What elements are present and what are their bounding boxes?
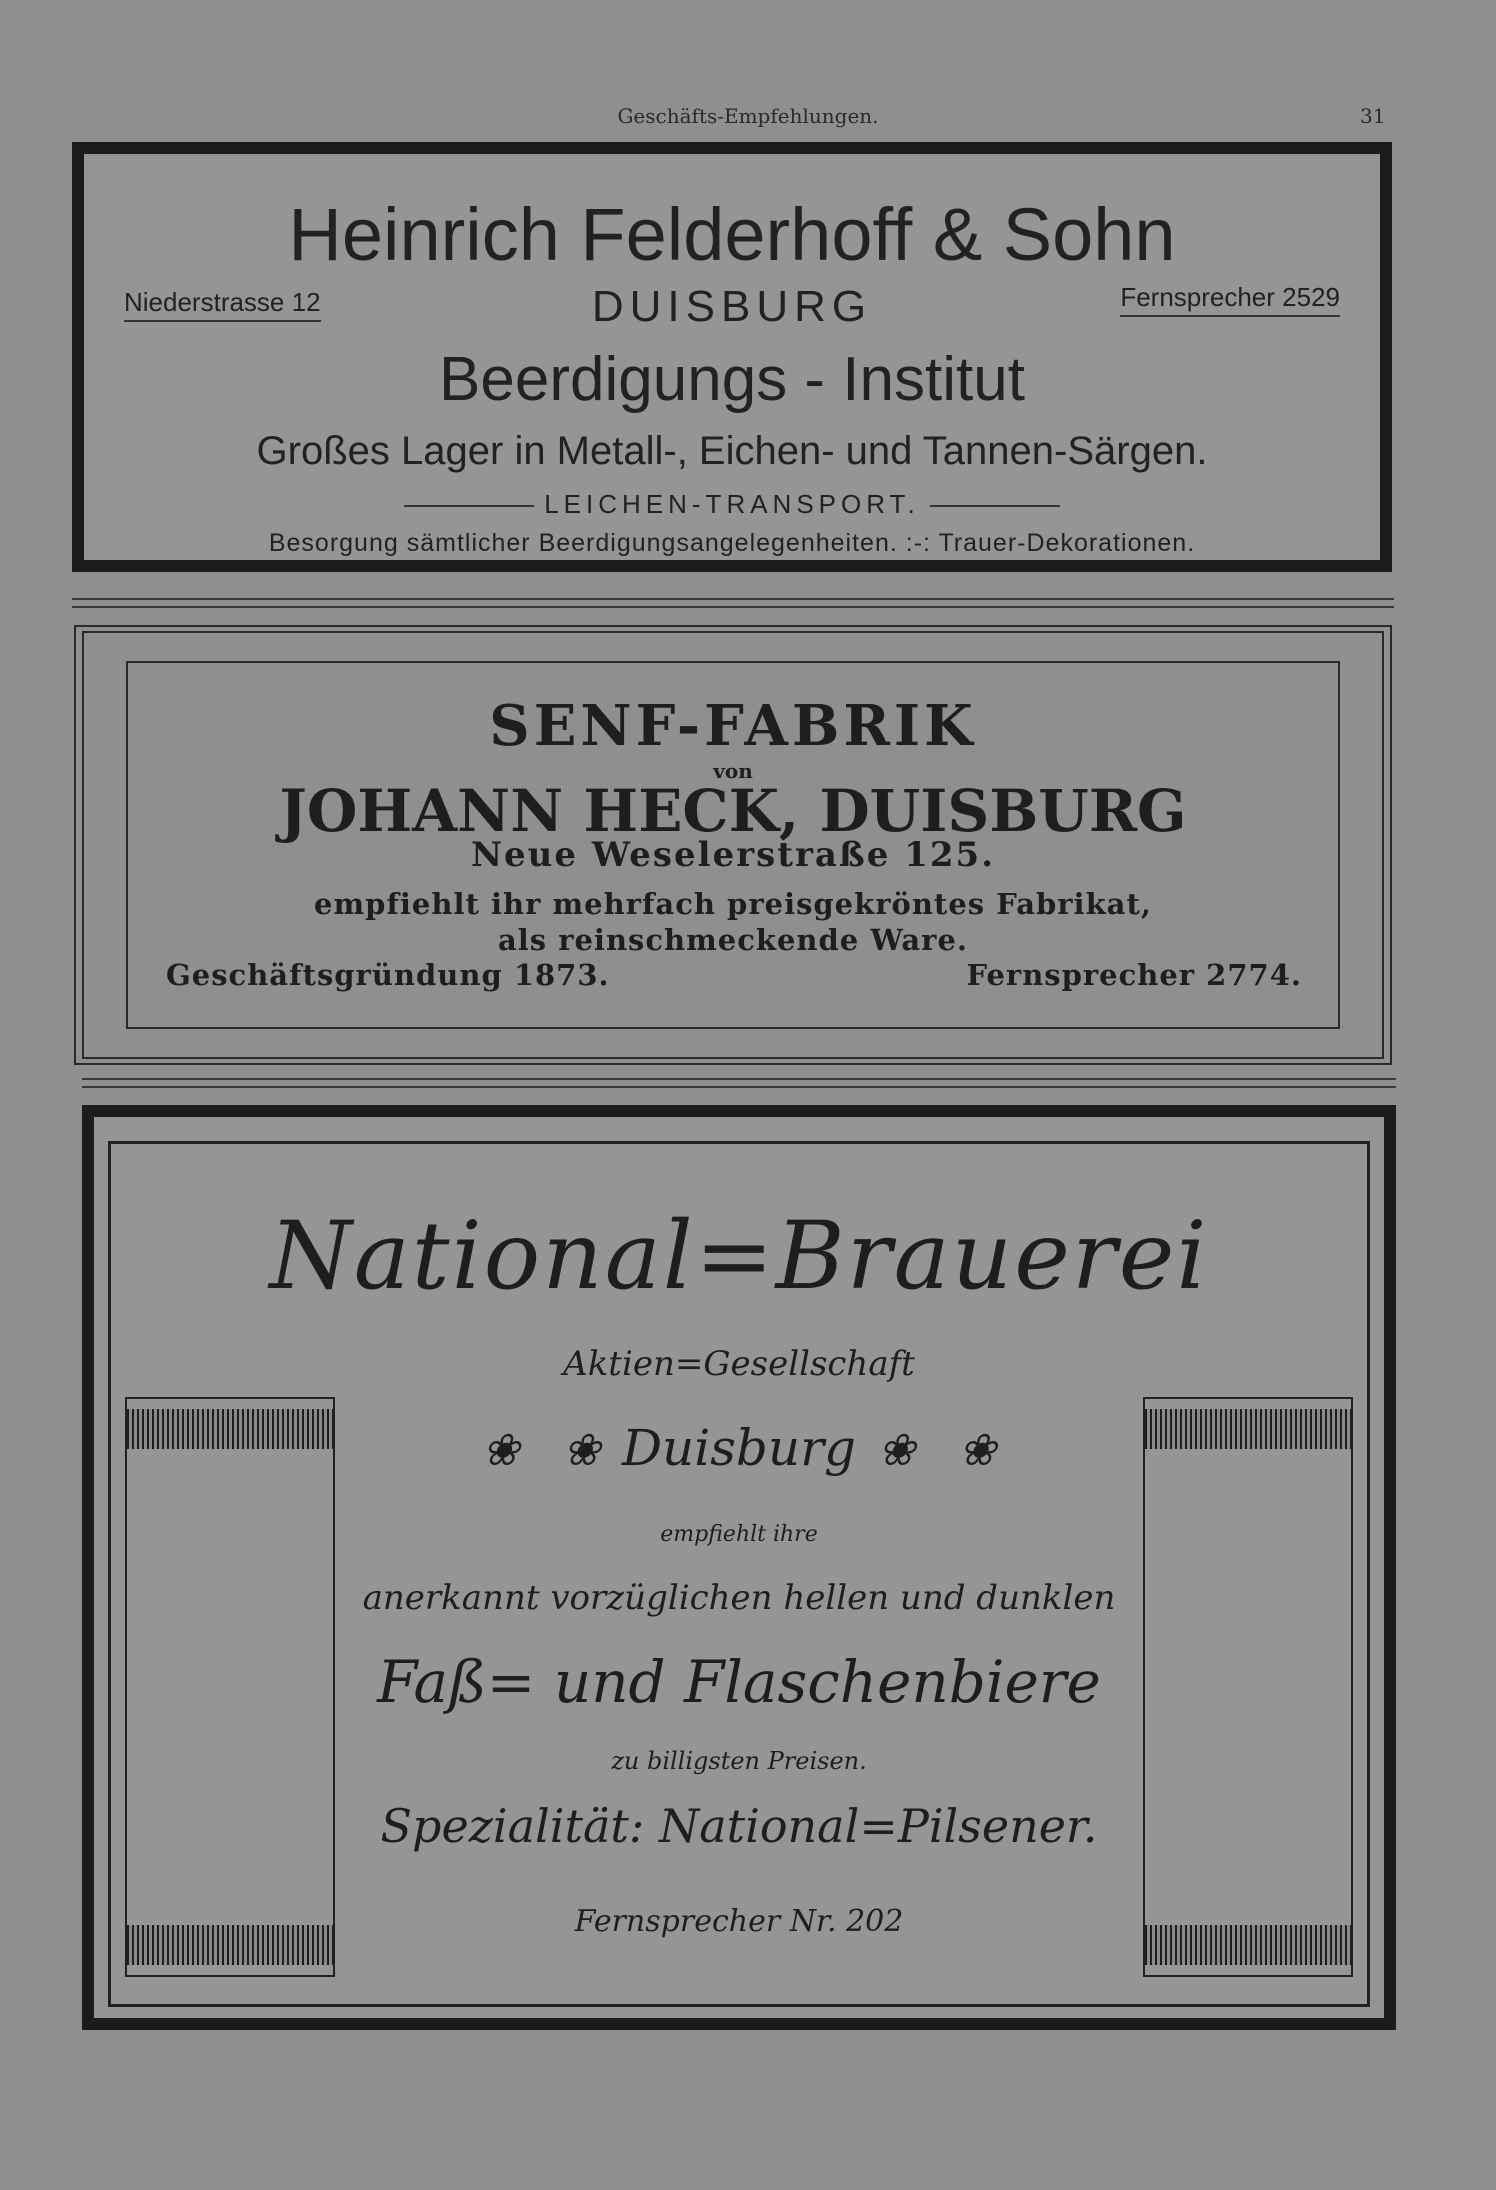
brauerei-city: Duisburg xyxy=(621,1419,857,1477)
felderhoff-phone: Fernsprecher 2529 xyxy=(1120,282,1340,317)
felderhoff-institute: Beerdigungs - Institut xyxy=(439,345,1025,414)
divider-right xyxy=(930,505,1060,507)
separator-rule xyxy=(72,606,1394,608)
brauerei-offer: empfiehlt ihre xyxy=(660,1522,818,1547)
heck-von: von xyxy=(713,759,753,783)
separator-rule xyxy=(72,598,1394,600)
brauerei-beers: Faß= und Flaschenbiere xyxy=(377,1648,1101,1716)
page-header xyxy=(0,104,1496,134)
ad-felderhoff xyxy=(72,142,1392,572)
running-header-title: Geschäfts-Empfehlungen. xyxy=(617,104,879,128)
brauerei-prices: zu billigsten Preisen. xyxy=(611,1747,867,1775)
heck-title: SENF-FABRIK xyxy=(489,693,977,759)
felderhoff-street: Niederstrasse 12 xyxy=(124,287,321,322)
felderhoff-transport xyxy=(84,489,1380,520)
brauerei-company-type: Aktien=Gesellschaft xyxy=(563,1344,915,1384)
flourish-ornament: ❀ xyxy=(878,1425,915,1476)
heck-address: Neue Weselerstraße 125. xyxy=(470,835,996,875)
separator-rule xyxy=(82,1078,1396,1080)
brauerei-city-line xyxy=(111,1419,1367,1477)
felderhoff-name: Heinrich Felderhoff & Sohn xyxy=(288,193,1176,276)
flourish-ornament: ❀ xyxy=(563,1425,600,1476)
heck-line1: empfiehlt ihr mehrfach preisgekröntes Fabrikat, xyxy=(314,887,1152,921)
heck-phone: Fernsprecher 2774. xyxy=(966,958,1302,992)
ad-brauerei xyxy=(82,1105,1396,2030)
brauerei-phone: Fernsprecher Nr. 202 xyxy=(574,1904,904,1939)
brauerei-name: National=Brauerei xyxy=(269,1202,1209,1311)
heck-founded: Geschäftsgründung 1873. xyxy=(166,958,610,992)
heck-owner: JOHANN HECK, DUISBURG xyxy=(279,777,1187,845)
brauerei-quality: anerkannt vorzüglichen hellen und dunklen xyxy=(362,1578,1116,1618)
flourish-ornament: ❀ xyxy=(482,1425,520,1476)
felderhoff-transport-text: LEICHEN-TRANSPORT. xyxy=(544,489,920,519)
ad-heck xyxy=(74,625,1392,1065)
heck-line2: als reinschmeckende Ware. xyxy=(497,923,969,957)
felderhoff-services: Besorgung sämtlicher Beerdigungsangelegenheiten. :-: Trauer-Dekorationen. xyxy=(268,529,1196,557)
felderhoff-city: DUISBURG xyxy=(591,282,873,331)
flourish-ornament: ❀ xyxy=(958,1425,996,1476)
brauerei-specialty: Spezialität: National=Pilsener. xyxy=(380,1799,1098,1853)
separator-rule xyxy=(82,1086,1396,1088)
page-number: 31 xyxy=(1360,104,1386,128)
inner-frame xyxy=(108,1141,1370,2007)
felderhoff-stock: Großes Lager in Metall-, Eichen- und Tannen-Särgen. xyxy=(256,429,1208,473)
divider-left xyxy=(404,505,534,507)
